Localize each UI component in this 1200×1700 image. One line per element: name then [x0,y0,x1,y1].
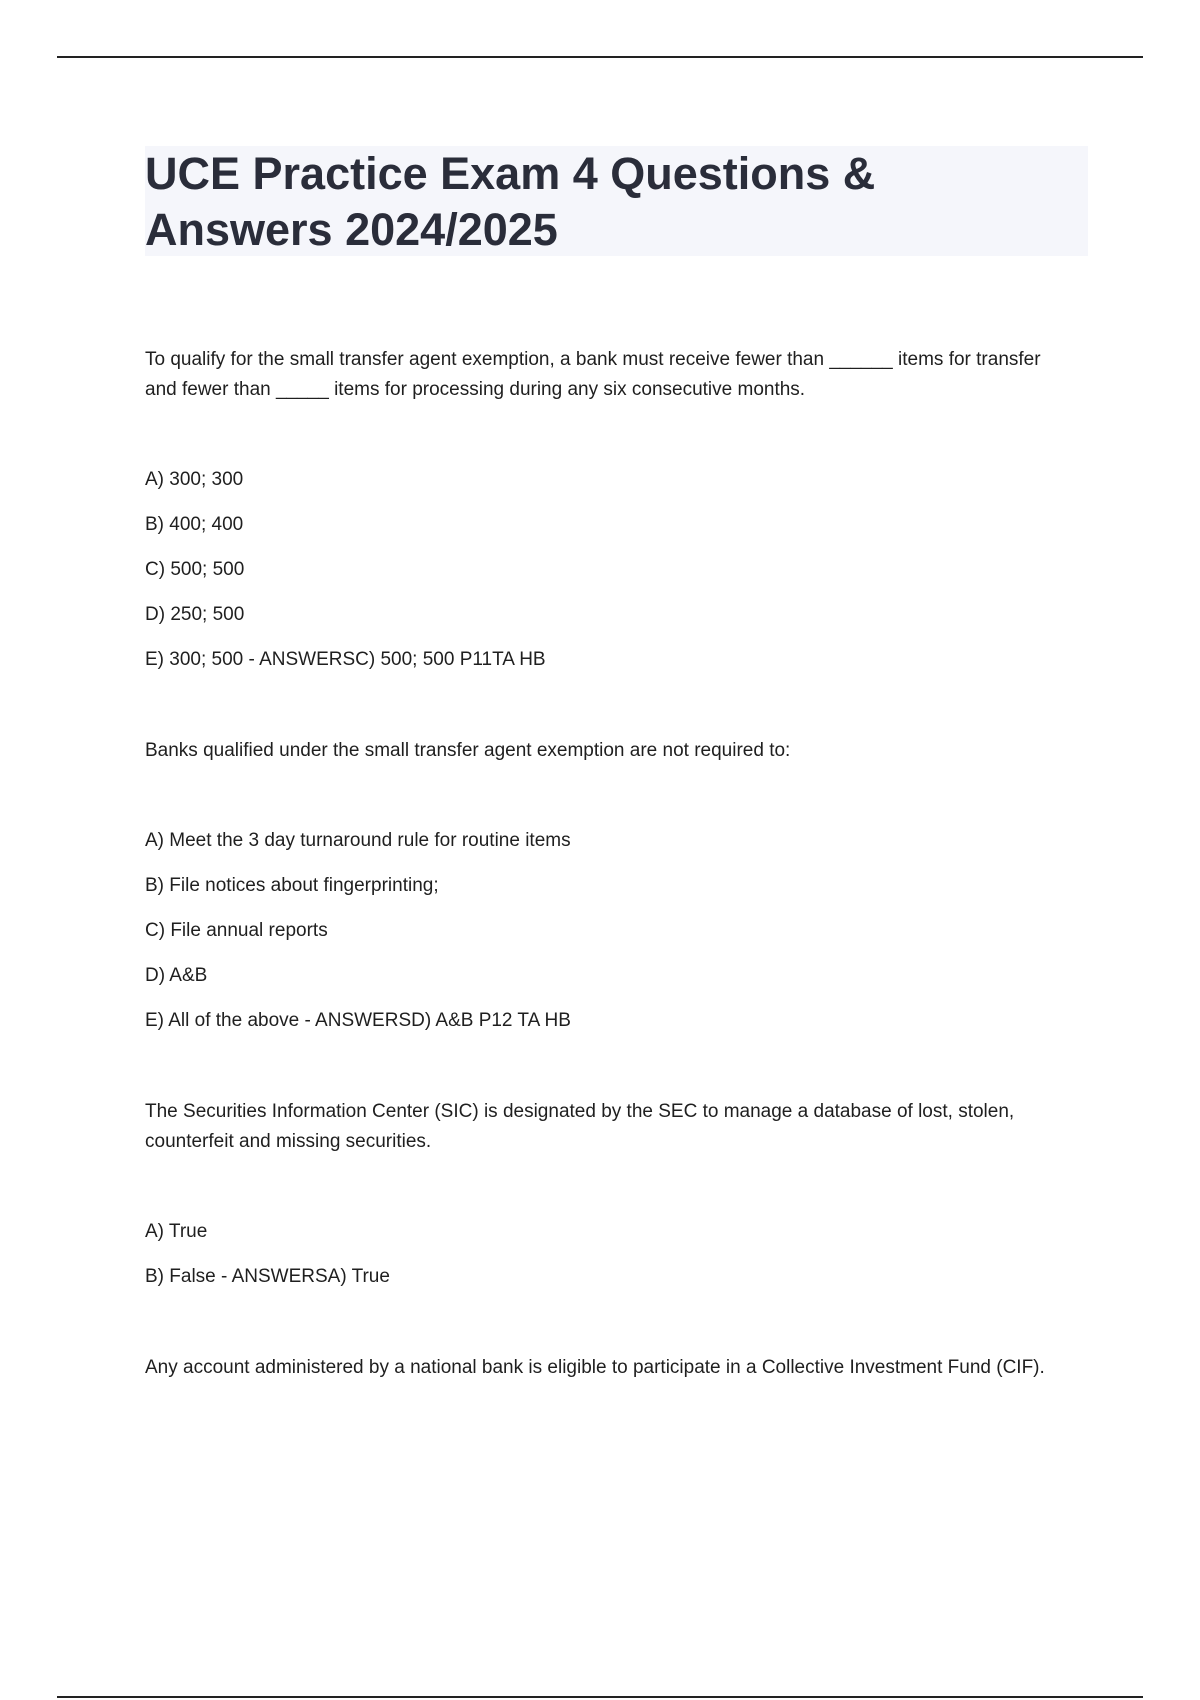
answer-option: C) 500; 500 [145,559,245,580]
bottom-rule [57,1696,1143,1698]
answer-option: E) 300; 500 - ANSWERSC) 500; 500 P11TA HB [145,649,546,670]
answer-option: C) File annual reports [145,920,328,941]
answer-option: E) All of the above - ANSWERSD) A&B P12 TA HB [145,1010,571,1031]
top-rule [57,56,1143,58]
answer-option: B) False - ANSWERSA) True [145,1266,390,1287]
question-list [145,345,1075,1383]
document-title: UCE Practice Exam 4 Questions & Answers 2024/2025 [145,148,876,255]
question-block-3 [145,1097,1075,1292]
question-text: To qualify for the small transfer agent exemption, a bank must receive fewer than ______ items for transfer and fewer than _____ items for processing during any six consecutive months. [145,349,1041,400]
question-block-4 [145,1353,1075,1383]
question-text: Any account administered by a national bank is eligible to participate in a Collective Investment Fund (CIF). [145,1357,1045,1378]
question-text: The Securities Information Center (SIC) is designated by the SEC to manage a database of lost, stolen, counterfeit and missing securities. [145,1101,1015,1152]
answer-option: D) 250; 500 [145,604,245,625]
question-text: Banks qualified under the small transfer agent exemption are not required to: [145,740,791,761]
answer-option: A) 300; 300 [145,469,244,490]
answer-option: D) A&B [145,965,208,986]
answer-option: A) Meet the 3 day turnaround rule for routine items [145,830,571,851]
title-banner [145,146,1088,256]
question-block-2 [145,736,1075,1036]
answer-option: A) True [145,1221,208,1242]
answer-option: B) 400; 400 [145,514,244,535]
question-block-1 [145,345,1075,675]
answer-option: B) File notices about fingerprinting; [145,875,439,896]
